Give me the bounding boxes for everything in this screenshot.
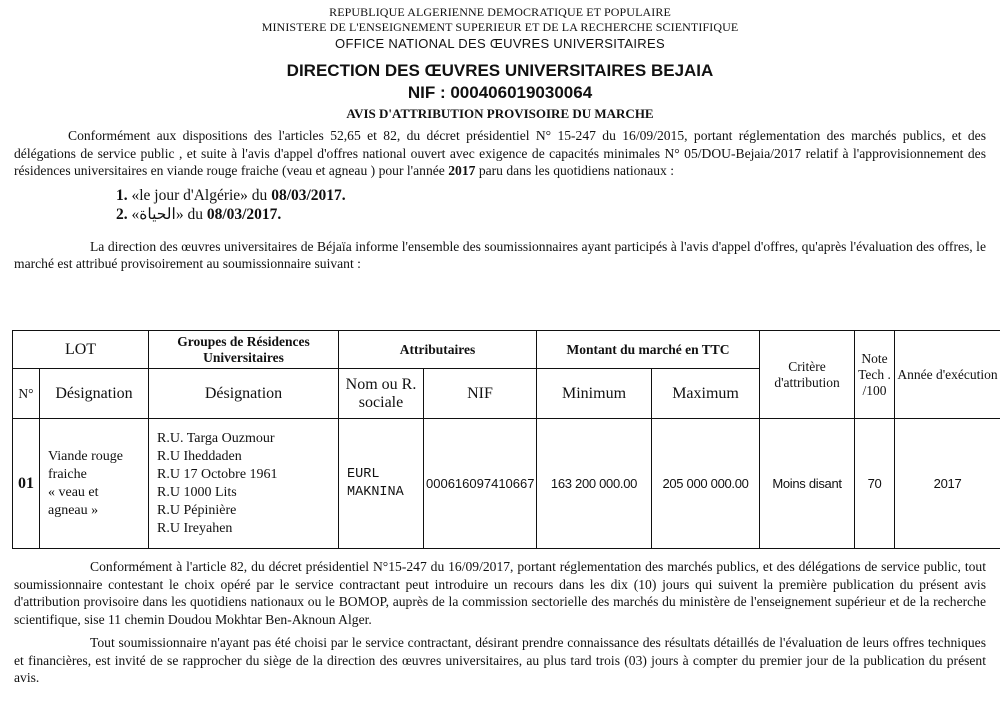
- ministry-line: MINISTERE DE L'ENSEIGNEMENT SUPERIEUR ET DE LA RECHERCHE SCIENTIFIQUE: [0, 20, 1000, 35]
- nif-line: NIF : 000406019030064: [0, 82, 1000, 104]
- annee-header: Année d'exécution: [895, 331, 1000, 419]
- maximum-header: Maximum: [652, 369, 760, 419]
- lot-number: 01: [13, 419, 40, 549]
- note-value: 70: [855, 419, 895, 549]
- critere-value: Moins disant: [760, 419, 855, 549]
- note-header: Note Tech . /100: [855, 331, 895, 419]
- document-header: [0, 5, 1000, 123]
- intro-paragraph: Conformément aux dispositions des l'articles 52,65 et 82, du décret présidentiel N° 15-247 du 16/09/2015, portant réglementation des marchés publics, et des délégations de service public , et suite à l'avis d'appel d'offres national ouvert avec exigence de capacités minimales N° 05/DOU-Bejaia/2017 relatif à l'approvisionnement des résidences universitaires en viande rouge fraiche (veau et agneau ) pour l'année 2017 paru dans les quotidiens nationaux :: [14, 127, 986, 180]
- nom-header: Nom ou R. sociale: [339, 369, 424, 419]
- office-line: OFFICE NATIONAL DES ŒUVRES UNIVERSITAIRES: [0, 35, 1000, 53]
- list-item: R.U Iheddaden: [157, 448, 336, 466]
- award-table: [12, 330, 1000, 549]
- annee-value: 2017: [895, 419, 1000, 549]
- minimum-header: Minimum: [537, 369, 652, 419]
- list-item: R.U. Targa Ouzmour: [157, 430, 336, 448]
- table-row: [13, 419, 1000, 549]
- groupes-header: Groupes de Résidences Universitaires: [149, 331, 339, 369]
- lot-header: LOT: [13, 331, 149, 369]
- attributaire-name: EURL MAKNINA: [339, 419, 424, 549]
- nif-header: NIF: [424, 369, 537, 419]
- intro-year: 2017: [448, 163, 475, 178]
- list-item: 2. «الحياة» du 08/03/2017.: [116, 205, 1000, 224]
- newspaper-list: [116, 186, 1000, 224]
- recours-paragraph: Conformément à l'article 82, du décret présidentiel N°15-247 du 16/09/2017, portant réglementation des marchés publics, et des délégations de service public, tout soumissionnaire contestant le choix opéré par le service contractant peut introduire un recours dans les dix (10) jours qui suivent la première publication du présent avis d'attribution provisoire dans les quotidiens nationaux ou le BOMOP, auprès de la commission sectorielle des marchés du ministère de l'enseignement supérieur et de la recherche scientifique, sise 11 chemin Doudou Mokhtar Ben-Aknoun Alger.: [14, 558, 986, 628]
- residences-list: [149, 419, 339, 549]
- designation-groupe-header: Désignation: [149, 369, 339, 419]
- table-header-row: [13, 331, 1000, 369]
- critere-header: Critère d'attribution: [760, 331, 855, 419]
- republic-line: REPUBLIQUE ALGERIENNE DEMOCRATIQUE ET POPULAIRE: [0, 5, 1000, 20]
- list-item: R.U Pépinière: [157, 502, 336, 520]
- list-item: R.U 17 Octobre 1961: [157, 466, 336, 484]
- resultats-paragraph: Tout soumissionnaire n'ayant pas été choisi par le service contractant, désirant prendre connaissance des résultats détaillés de l'évaluation de leurs offres techniques et financières, est invité de se rapprocher du siège de la direction des œuvres universitaires, au plus tard trois (03) jours à compter du premier jour de la publication du présent avis.: [14, 634, 986, 687]
- minimum-amount: 163 200 000.00: [537, 419, 652, 549]
- num-header: N°: [13, 369, 40, 419]
- montant-header: Montant du marché en TTC: [537, 331, 760, 369]
- attributaires-header: Attributaires: [339, 331, 537, 369]
- list-item: 1. «le jour d'Algérie» du 08/03/2017.: [116, 186, 1000, 205]
- avis-title: AVIS D'ATTRIBUTION PROVISOIRE DU MARCHE: [0, 105, 1000, 123]
- inform-paragraph: La direction des œuvres universitaires de Béjaïa informe l'ensemble des soumissionnaires ayant participés à l'avis d'appel d'offres, qu'après l'évaluation des offres, le marché est attribué provisoirement au soumissionnaire suivant :: [14, 238, 986, 273]
- list-item: R.U 1000 Lits: [157, 484, 336, 502]
- list-item: R.U Ireyahen: [157, 520, 336, 538]
- closing-section: [0, 558, 1000, 687]
- attributaire-nif: 000616097410667: [424, 419, 537, 549]
- lot-designation: Viande rouge fraiche « veau et agneau »: [40, 419, 149, 549]
- direction-title: DIRECTION DES ŒUVRES UNIVERSITAIRES BEJAIA: [0, 60, 1000, 82]
- designation-lot-header: Désignation: [40, 369, 149, 419]
- maximum-amount: 205 000 000.00: [652, 419, 760, 549]
